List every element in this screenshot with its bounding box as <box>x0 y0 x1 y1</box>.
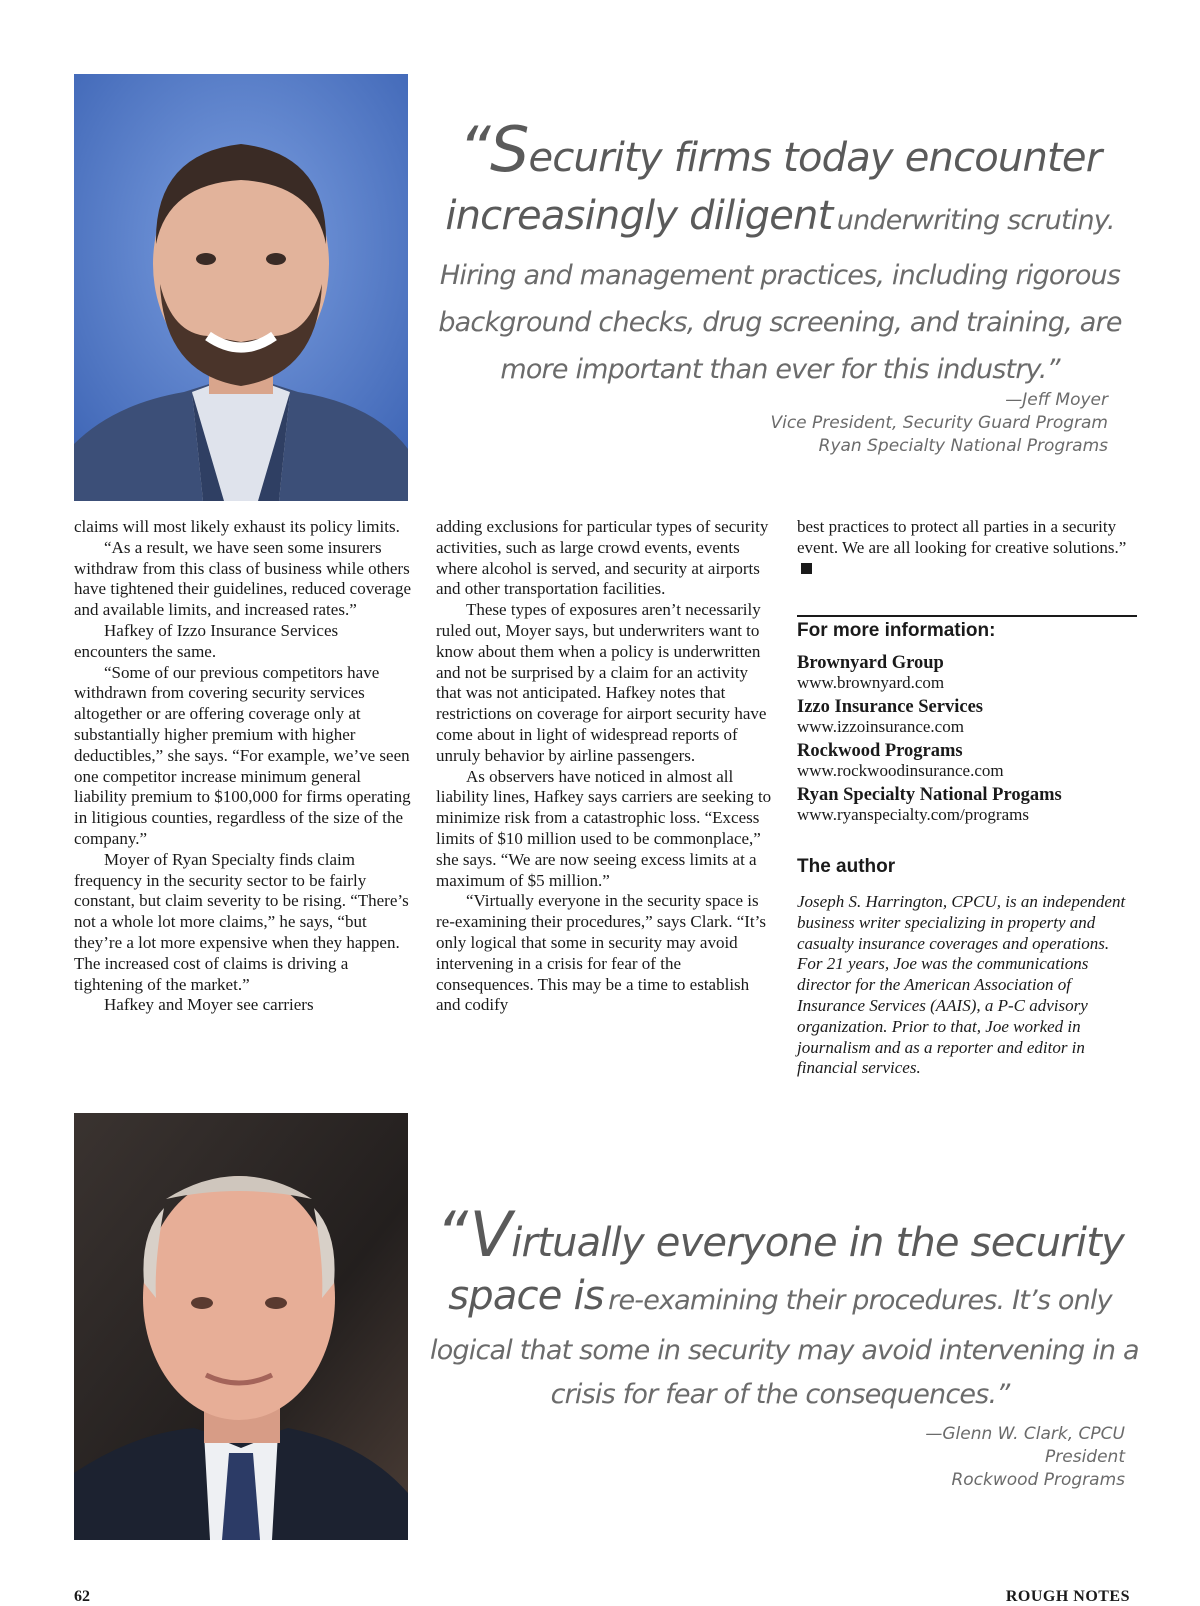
quote-text: ecurity firms today encounter <box>528 135 1102 181</box>
magazine-name: ROUGH NOTES <box>1005 1588 1130 1605</box>
quote-text-large: increasingly diligent <box>445 193 833 239</box>
attribution-org: Rockwood Programs <box>951 1470 1125 1490</box>
paragraph-text: best practices to protect all parties in a security event. We are all looking for creative solutions.” <box>797 517 1127 557</box>
quote-text: re-examining their procedures. It’s only <box>608 1285 1112 1316</box>
more-info-heading: For more information: <box>797 620 996 641</box>
quote-attribution-moyer <box>770 389 1108 458</box>
attribution-title: Vice President, Security Guard Program <box>770 413 1108 433</box>
page-number: 62 <box>74 1588 90 1605</box>
contact-izzo <box>797 696 1142 736</box>
attribution-name: —Jeff Moyer <box>1005 390 1108 410</box>
quote-text: underwriting scrutiny. <box>836 205 1115 236</box>
paragraph: “As a result, we have seen some insurers withdraw from this class of business while others have tightened their guidelines, reduced coverage and available limits, and increased rates.” <box>74 537 412 620</box>
pull-quote-line: crisis for fear of the consequences.” <box>550 1379 1010 1410</box>
contact-url[interactable]: www.brownyard.com <box>797 673 945 692</box>
sidebar-divider <box>797 615 1137 617</box>
contact-name: Rockwood Programs <box>797 741 963 761</box>
pull-quote-line <box>430 1271 1130 1329</box>
pull-quote-line: background checks, drug screening, and training, are <box>438 307 1122 338</box>
contact-brownyard <box>797 652 1142 692</box>
contact-url[interactable]: www.ryanspecialty.com/programs <box>797 805 1029 824</box>
quote-drop-cap: “S <box>458 113 529 186</box>
photo-jeff-moyer <box>74 74 408 501</box>
paragraph: As observers have noticed in almost all liability lines, Hafkey says carriers are seeking to minimize risk from a catastrophic loss. “Excess limits of $10 million used to be commonplace,” she says. “We are now seeing excess limits at a maximum of $5 million.” <box>436 766 772 890</box>
contact-url[interactable]: www.izzoinsurance.com <box>797 717 964 736</box>
contact-list <box>797 652 1142 828</box>
portrait-illustration <box>74 74 408 501</box>
pull-quote-moyer <box>430 113 1130 393</box>
attribution-name: —Glenn W. Clark, CPCU <box>925 1424 1125 1444</box>
author-bio: Joseph S. Harrington, CPCU, is an independent business writer specializing in property and casualty insurance coverages and operations. For 21 years, Joe was the communications director for the American Association of Insurance Services (AAIS), a P-C advisory organization. Prior to that, Joe worked in journalism and as a reporter and editor in financial services. <box>797 892 1126 1078</box>
end-of-article-mark-icon <box>801 563 812 574</box>
paragraph: adding exclusions for particular types of security activities, such as large crowd events, events where alcohol is served, and security at airports and other transportation facilities. <box>436 517 769 599</box>
quote-text: irtually everyone in the security <box>511 1220 1124 1266</box>
attribution-org: Ryan Specialty National Programs <box>818 436 1108 456</box>
pull-quote-line <box>430 113 1130 188</box>
paragraph: Hafkey and Moyer see carriers <box>104 995 314 1015</box>
paragraph: Moyer of Ryan Specialty finds claim frequency in the security sector to be fairly constant, but claim severity to be rising. “There’s not a whole lot more claims,” he says, “but they’re a lot more expensive when they happen. The increased cost of claims is driving a tightening of the market.” <box>74 849 409 994</box>
quote-attribution-clark <box>925 1423 1125 1492</box>
portrait-illustration <box>74 1113 408 1540</box>
paragraph <box>797 517 1137 579</box>
contact-name: Brownyard Group <box>797 653 944 673</box>
contact-url[interactable]: www.rockwoodinsurance.com <box>797 761 1004 780</box>
article-column-1 <box>74 517 414 1016</box>
article-column-2 <box>436 517 776 1016</box>
quote-drop-cap: “V <box>436 1198 512 1271</box>
pull-quote-line <box>430 1198 1130 1271</box>
contact-rockwood <box>797 740 1142 780</box>
contact-ryan-specialty <box>797 784 1142 824</box>
paragraph: These types of exposures aren’t necessarily ruled out, Moyer says, but underwriters want to know about them when a policy is underwritten and not be surprised by a claim for an activity that was not anticipated. Hafkey notes that restrictions on coverage for airport security have come about in light of widespread reports of unruly behavior by airline passengers. <box>436 600 767 765</box>
paragraph: claims will most likely exhaust its policy limits. <box>74 517 400 536</box>
article-column-3 <box>797 517 1137 579</box>
quote-text-large: space is <box>448 1273 604 1319</box>
pull-quote-line <box>430 188 1130 252</box>
pull-quote-line: Hiring and management practices, including rigorous <box>439 260 1121 291</box>
paragraph: Hafkey of Izzo Insurance Services encounters the same. <box>74 620 339 661</box>
contact-name: Izzo Insurance Services <box>797 697 983 717</box>
paragraph: “Some of our previous competitors have withdrawn from covering security services altogether or are offering coverage only at substantially higher premium with higher deductibles,” she says. “For example, we’ve seen one competitor increase minimum general liability premium to $100,000 for firms operating in litigious counties, regardless of the size of the company.” <box>74 662 411 848</box>
pull-quote-clark <box>430 1198 1139 1417</box>
paragraph: “Virtually everyone in the security space is re-examining their procedures,” says Clark. “It’s only logical that some in security may avoid intervening in a crisis for fear of the consequences. This may be a time to establish and codify <box>436 891 766 1015</box>
photo-glenn-clark <box>74 1113 408 1540</box>
pull-quote-line: logical that some in security may avoid intervening in a <box>430 1335 1139 1366</box>
pull-quote-line: more important than ever for this industry.” <box>500 354 1060 385</box>
attribution-title: President <box>1045 1447 1125 1467</box>
author-heading: The author <box>797 856 896 877</box>
contact-name: Ryan Specialty National Progams <box>797 785 1062 805</box>
